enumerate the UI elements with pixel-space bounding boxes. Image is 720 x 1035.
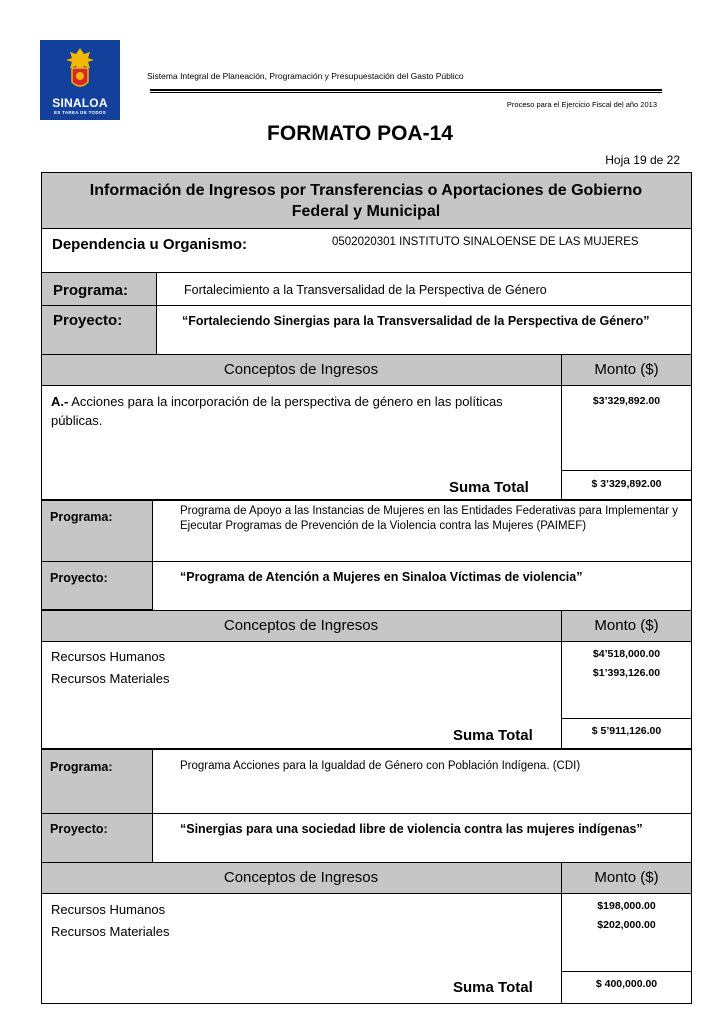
concept-prefix: A.- <box>51 394 69 409</box>
programa-value-3: Programa Acciones para la Igualdad de Género con Población Indígena. (CDI) <box>180 760 581 772</box>
total-1: $ 3’329,892.00 <box>591 478 662 490</box>
proyecto-label-3: Proyecto: <box>50 822 108 836</box>
process-label: Proceso para el Ejercicio Fiscal del año 2013 <box>506 100 657 109</box>
dependencia-label: Dependencia u Organismo: <box>52 236 248 253</box>
conceptos-label-3: Conceptos de Ingresos <box>223 869 379 886</box>
proyecto-label-cell-2 <box>41 561 153 610</box>
programa-label-3: Programa: <box>50 760 113 774</box>
total-2: $ 5’911,126.00 <box>591 725 662 737</box>
amount-3-2: $202,000.00 <box>597 919 656 931</box>
proyecto-value-1: “Fortaleciendo Sinergias para la Transversalidad de la Perspectiva de Género” <box>182 314 650 328</box>
concept-2-2: Recursos Materiales <box>51 671 170 686</box>
suma-total-label-2: Suma Total <box>453 727 533 744</box>
monto-label-3: Monto ($) <box>594 869 659 886</box>
monto-label-1: Monto ($) <box>594 361 659 378</box>
conceptos-label-2: Conceptos de Ingresos <box>223 617 379 634</box>
suma-total-label-3: Suma Total <box>453 979 533 996</box>
monto-label-2: Monto ($) <box>594 617 659 634</box>
proyecto-value-2: “Programa de Atención a Mujeres en Sinaloa Víctimas de violencia” <box>180 570 583 584</box>
programa-label-2: Programa: <box>50 510 113 524</box>
concept-2-1: Recursos Humanos <box>51 649 166 664</box>
suma-total-label-1: Suma Total <box>449 479 529 496</box>
main-heading: Información de Ingresos por Transferencias o Aportaciones de Gobierno Federal y Municipal <box>89 182 643 220</box>
concept-3-2: Recursos Materiales <box>51 924 170 939</box>
header-rule <box>150 89 662 91</box>
concept-1-1 <box>51 392 556 430</box>
amount-2-2: $1’393,126.00 <box>592 667 661 679</box>
dependencia-value: 0502020301 INSTITUTO SINALOENSE DE LAS MUJERES <box>332 236 639 248</box>
amount-1-1: $3’329,892.00 <box>592 395 661 407</box>
total-3: $ 400,000.00 <box>595 978 658 990</box>
amount-2-1: $4’518,000.00 <box>592 648 661 660</box>
page-number: Hoja 19 de 22 <box>605 153 680 167</box>
proyecto-value-3: “Sinergias para una sociedad libre de violencia contra las mujeres indígenas” <box>180 822 643 836</box>
conceptos-label-1: Conceptos de Ingresos <box>223 361 379 378</box>
proyecto-label-2: Proyecto: <box>50 571 108 585</box>
sinaloa-logo <box>40 40 120 120</box>
concept-text: Acciones para la incorporación de la perspectiva de género en las políticas públicas. <box>51 394 503 428</box>
header-rule-thin <box>150 92 662 93</box>
programa-label-cell-3 <box>41 749 153 814</box>
proyecto-label-1: Proyecto: <box>53 312 123 329</box>
programa-value-2: Programa de Apoyo a las Instancias de Mujeres en las Entidades Federativas para Implementar y Ejecutar Programas de Prevención de la Violencia contra las Mujeres (PAIMEF) <box>180 505 678 532</box>
programa-value-1: Fortalecimiento a la Transversalidad de la Perspectiva de Género <box>184 283 547 297</box>
logo-name: SINALOA <box>52 96 108 110</box>
system-title: Sistema Integral de Planeación, Programación y Presupuestación del Gasto Público <box>147 71 464 81</box>
page-title: FORMATO POA-14 <box>267 122 453 145</box>
concept-3-1: Recursos Humanos <box>51 902 166 917</box>
amount-3-1: $198,000.00 <box>597 900 656 912</box>
proyecto-label-cell-3 <box>41 813 153 863</box>
coat-of-arms-icon <box>64 46 96 94</box>
logo-slogan: ES TAREA DE TODOS <box>53 110 107 115</box>
programa-label-1: Programa: <box>53 282 129 299</box>
